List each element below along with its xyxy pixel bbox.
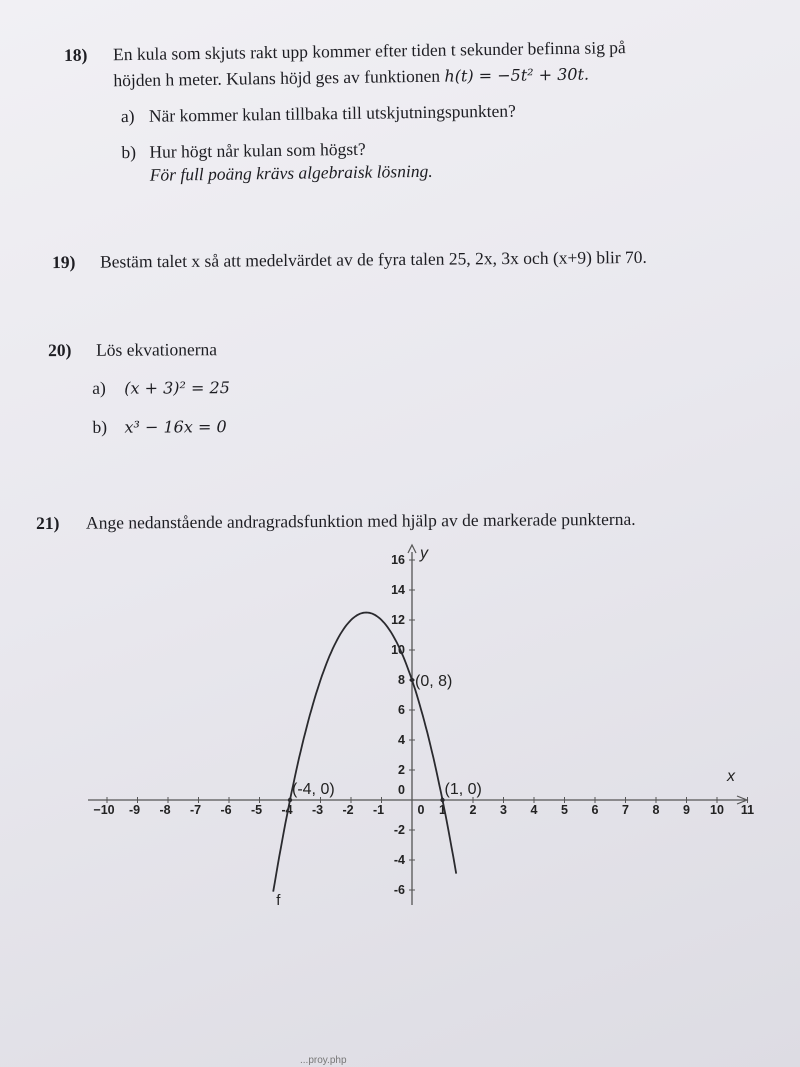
marked-point (440, 798, 444, 802)
question-number: 20) (48, 339, 72, 361)
x-tick-label: -1 (372, 803, 385, 817)
x-tick-label: 8 (652, 803, 660, 817)
x-tick-label: 10 (710, 803, 724, 817)
question-text-line1: En kula som skjuts rakt upp kommer efter tiden t sekunder befinna sig på (112, 37, 626, 65)
question-number: 19) (51, 251, 76, 273)
x-tick-label: 2 (469, 803, 477, 817)
question-number: 18) (63, 44, 88, 65)
sub-question-b-text: Hur högt når kulan som högst? (149, 138, 366, 162)
x-tick-label: −10 (93, 803, 115, 817)
y-axis-arrow (408, 545, 416, 553)
x-tick-label: -2 (342, 803, 354, 817)
y-tick-label: 10 (391, 643, 405, 657)
y-tick-label: -2 (393, 823, 405, 837)
y-tick-label: 2 (398, 763, 405, 777)
x-tick-label: 7 (622, 803, 629, 817)
point-label: (1, 0) (444, 781, 482, 798)
question-text: Bestäm talet x så att medelvärdet av de fyra talen 25, 2x, 3x och (x+9) blir 70. (99, 246, 647, 272)
marked-point (288, 798, 292, 802)
y-tick-label: 14 (391, 583, 405, 597)
y-tick-label: 6 (398, 703, 405, 717)
point-label: (-4, 0) (292, 781, 335, 798)
sub-question-a-text: När kommer kulan tillbaka till utskjutningspunkten? (148, 100, 516, 126)
question-text: Ange nedanstående andragradsfunktion med hjälp av de markerade punkterna. (85, 508, 636, 533)
equation-b: x³ − 16x = 0 (124, 417, 227, 437)
y-tick-label: 16 (391, 553, 405, 567)
y-tick-label: 4 (398, 733, 405, 747)
sub-question-b-note: För full poäng krävs algebraisk lösning. (149, 160, 433, 185)
x-tick-label: -8 (159, 803, 171, 817)
x-tick-label: 5 (561, 803, 568, 817)
question-text: Lös ekvationerna (95, 339, 218, 360)
x-tick-label: 11 (740, 803, 755, 817)
x-tick-label: 0 (417, 803, 425, 817)
x-tick-label: 6 (591, 803, 599, 817)
sub-question-b-label: b) (121, 141, 137, 163)
formula-height-function: h(t) = −5t² + 30t. (444, 64, 590, 86)
x-tick-label: 1 (439, 803, 446, 817)
x-tick-label: -4 (281, 803, 293, 817)
y-tick-label: -4 (393, 853, 405, 867)
y-tick-label: 12 (391, 613, 405, 627)
question-text: höjden h meter. Kulans höjd ges av funktionen (113, 65, 441, 91)
x-tick-label: -7 (189, 803, 202, 817)
sub-question-a-label: a) (92, 377, 106, 398)
y-tick-label: 8 (398, 673, 405, 687)
footer-text: ...proy.php (300, 1055, 347, 1066)
x-tick-label: 4 (530, 803, 538, 817)
point-label: (0, 8) (415, 673, 453, 690)
x-tick-label: 9 (683, 803, 690, 817)
function-label: f (276, 892, 281, 909)
x-axis-label: x (727, 768, 735, 785)
x-tick-label: -5 (250, 803, 263, 817)
question-number: 21) (35, 512, 60, 534)
y-tick-label: 0 (398, 783, 405, 797)
x-tick-label: -6 (220, 803, 232, 817)
equation-a: (x + 3)² = 25 (124, 378, 230, 398)
sub-question-a-label: a) (120, 105, 135, 127)
x-tick-label: 3 (500, 803, 507, 817)
parabola-curve (273, 613, 456, 892)
x-tick-label: -9 (128, 803, 141, 817)
marked-point (410, 678, 414, 682)
sub-question-b-label: b) (92, 416, 108, 437)
x-tick-label: -3 (311, 803, 324, 817)
y-axis-label: y (420, 545, 428, 562)
y-tick-label: -6 (393, 883, 405, 897)
